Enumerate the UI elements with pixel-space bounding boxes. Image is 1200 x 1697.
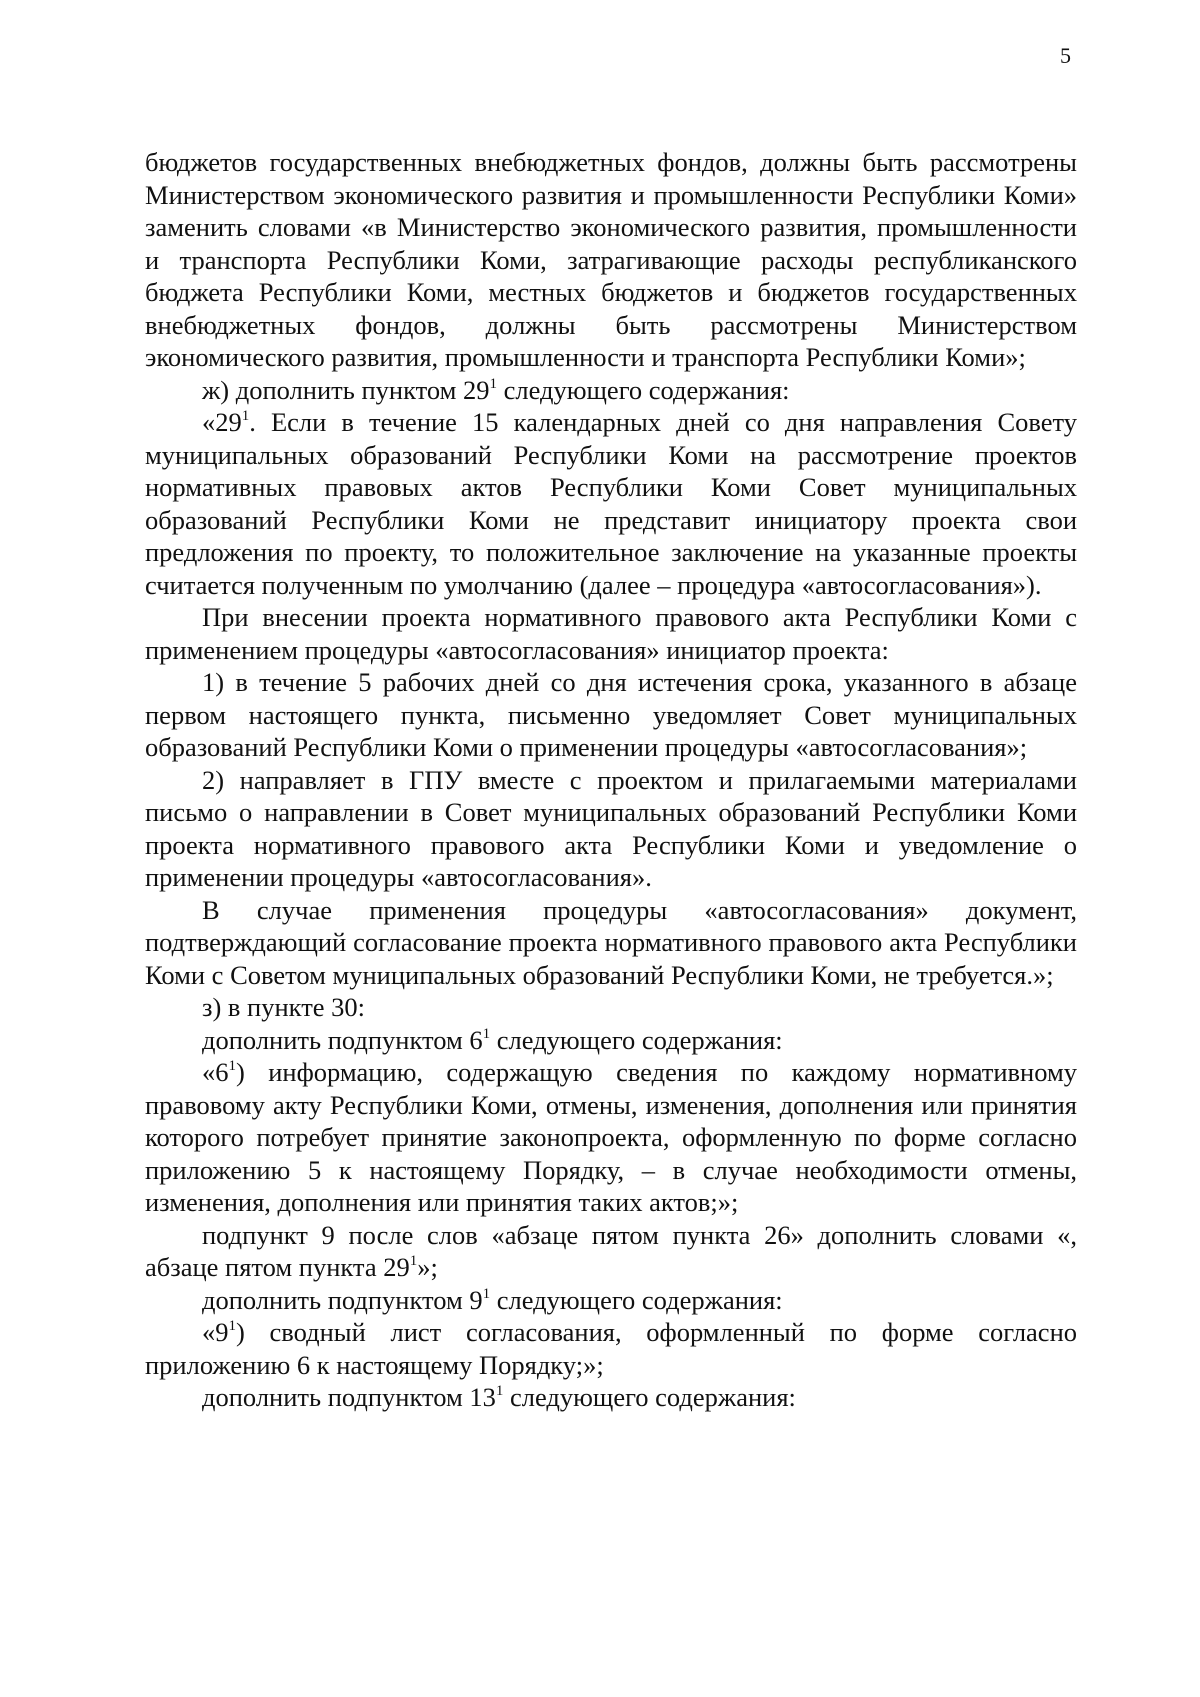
text-run: «9 bbox=[202, 1317, 229, 1347]
text-run: дополнить подпунктом 13 bbox=[202, 1382, 496, 1412]
paragraph-p3 bbox=[145, 406, 1077, 601]
superscript: 1 bbox=[495, 1383, 504, 1399]
text-run: »; bbox=[417, 1252, 438, 1282]
superscript: 1 bbox=[228, 1318, 236, 1334]
text-run: «6 bbox=[202, 1057, 229, 1087]
text-run: подпункт 9 после слов «абзаце пятом пункта 26» дополнить словами «, абзаце пятом пункта 29 bbox=[145, 1219, 1077, 1282]
paragraph-p13 bbox=[145, 1316, 1077, 1381]
text-run: . Если в течение 15 календарных дней со дня направления Совету муниципальных образований Республики Коми на рассмотрение проектов нормативных правовых актов Республики Коми Совет муниципальных образований Республики Коми не представит инициатору проекта свои предложения по проекту, то положительное заключение на указанные проекты считается полученным по умолчанию (далее – процедура «автосогласования»). bbox=[145, 407, 1077, 600]
text-run: следующего содержания: bbox=[503, 1382, 796, 1412]
text-run: з) в пункте 30: bbox=[202, 992, 366, 1022]
text-run: следующего содержания: bbox=[490, 1024, 783, 1055]
text-run: ) сводный лист согласования, оформленный по форме согласно приложению 6 к настоящему Порядку;»; bbox=[145, 1317, 1077, 1380]
text-run: дополнить подпунктом 9 bbox=[202, 1284, 483, 1315]
text-run: 2) направляет в ГПУ вместе с проектом и прилагаемыми материалами письмо о направлении в Совет муниципальных образований Республики Коми проекта нормативного правового акта Республики Коми и уведомление о применении процедуры «автосогласования». bbox=[145, 764, 1077, 892]
text-run: следующего содержания: bbox=[490, 1284, 783, 1315]
paragraph-p2 bbox=[145, 374, 1077, 407]
paragraph-p1 bbox=[145, 146, 1077, 374]
text-run: ж) дополнить пунктом 29 bbox=[202, 374, 490, 405]
paragraph-p10 bbox=[145, 1056, 1077, 1219]
document-body bbox=[145, 146, 1077, 1414]
superscript: 1 bbox=[241, 408, 250, 424]
text-run: При внесении проекта нормативного правового акта Республики Коми с применением процедуры «автосогласования» инициатор проекта: bbox=[145, 602, 1077, 665]
page-number: 5 bbox=[1060, 43, 1071, 68]
superscript: 1 bbox=[409, 1253, 418, 1269]
superscript: 1 bbox=[489, 375, 497, 392]
text-run: дополнить подпунктом 6 bbox=[202, 1024, 483, 1055]
text-run: следующего содержания: bbox=[496, 374, 790, 405]
paragraph-p8 bbox=[145, 991, 1077, 1024]
text-run: «29 bbox=[202, 407, 242, 437]
text-run: В случае применения процедуры «автосогласования» документ, подтверждающий согласование проекта нормативного правового акта Республики Коми с Советом муниципальных образований Республики Коми, не требуется.»; bbox=[145, 894, 1077, 990]
paragraph-p11 bbox=[145, 1219, 1077, 1284]
paragraph-p14 bbox=[145, 1381, 1077, 1414]
text-run: 1) в течение 5 рабочих дней со дня истечения срока, указанного в абзаце первом настоящего пункта, письменно уведомляет Совет муниципальных образований Республики Коми о применении процедуры «автосогласования»; bbox=[145, 667, 1077, 762]
paragraph-p7 bbox=[145, 894, 1077, 992]
superscript: 1 bbox=[228, 1058, 236, 1074]
paragraph-p6 bbox=[145, 764, 1077, 894]
superscript: 1 bbox=[482, 1285, 491, 1302]
paragraph-p9 bbox=[145, 1024, 1077, 1057]
superscript: 1 bbox=[482, 1025, 491, 1042]
paragraph-p12 bbox=[145, 1284, 1077, 1317]
text-run: ) информацию, содержащую сведения по каждому нормативному правовому акту Республики Коми, отмены, изменения, дополнения или принятия которого потребует принятие законопроекта, оформленную по форме согласно приложению 5 к настоящему Порядку, – в случае необходимости отмены, изменения, дополнения или принятия таких актов;»; bbox=[145, 1057, 1077, 1217]
paragraph-p5 bbox=[145, 666, 1077, 764]
paragraph-p4 bbox=[145, 601, 1077, 666]
text-run: бюджетов государственных внебюджетных фондов, должны быть рассмотрены Министерством экономического развития и промышленности Республики Коми» заменить словами «в Министерство экономического развития, промышленности и транспорта Республики Коми, затрагивающие расходы республиканского бюджета Республики Коми, местных бюджетов и бюджетов государственных внебюджетных фондов, должны быть рассмотрены Министерством экономического развития, промышленности и транспорта Республики Коми»; bbox=[145, 147, 1077, 372]
